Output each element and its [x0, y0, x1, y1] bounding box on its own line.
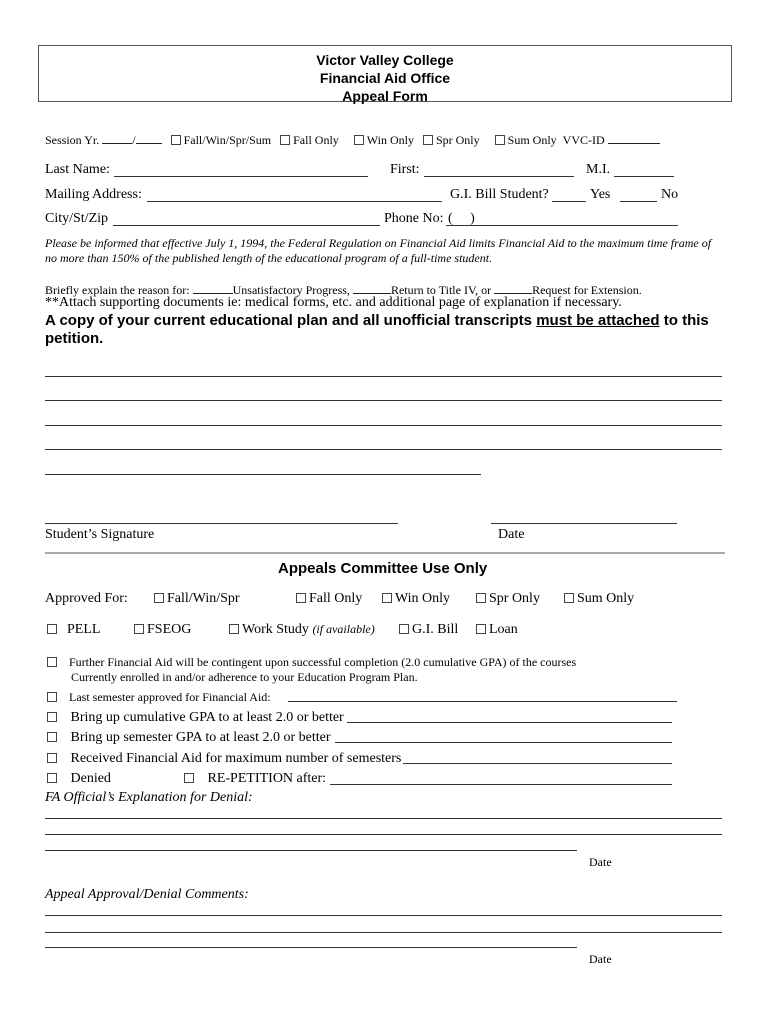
checkbox[interactable] — [134, 624, 144, 634]
session-slash: / — [132, 133, 136, 147]
approved-term-spr[interactable] — [476, 591, 540, 607]
approved-for-label: Approved For: — [45, 591, 128, 606]
first-name-field[interactable] — [424, 176, 574, 177]
cumulative-gpa-label: Bring up cumulative GPA to at least 2.0 or better — [70, 710, 344, 725]
further-aid-text-2: Currently enrolled in and/or adherence to your Education Program Plan. — [71, 670, 418, 684]
repetition-field[interactable] — [330, 784, 672, 785]
phone-label: Phone No: — [384, 211, 444, 226]
checkbox[interactable] — [382, 593, 392, 603]
explanation-line[interactable] — [45, 376, 722, 377]
committee-title: Appeals Committee Use Only — [278, 560, 488, 577]
cumulative-gpa-field[interactable] — [347, 722, 672, 723]
college-name: Victor Valley College — [316, 52, 454, 68]
aid-note: (if available) — [312, 622, 375, 636]
form-title: Appeal Form — [342, 88, 428, 104]
aid-label: PELL — [67, 622, 101, 637]
session-label: Session Yr. — [45, 133, 100, 147]
session-checkbox-all[interactable] — [171, 135, 181, 145]
copy-notice-line1 — [45, 312, 709, 329]
session-checkbox-spr[interactable] — [423, 135, 433, 145]
max-semesters-field[interactable] — [403, 763, 672, 764]
explanation-line[interactable] — [45, 474, 481, 475]
approved-term-fall-win-spr[interactable] — [154, 591, 240, 607]
checkbox[interactable] — [154, 593, 164, 603]
approved-term-sum[interactable] — [564, 591, 634, 607]
checkbox[interactable] — [476, 624, 486, 634]
session-row — [45, 131, 660, 148]
approved-term-win[interactable] — [382, 591, 450, 607]
max-semesters-option[interactable] — [47, 751, 401, 767]
phone-parens: ( ) — [448, 211, 475, 226]
office-name: Financial Aid Office — [319, 70, 451, 86]
semester-gpa-option[interactable] — [47, 730, 331, 746]
approved-term-fall[interactable] — [296, 591, 362, 607]
fa-explanation-line[interactable] — [45, 834, 722, 835]
appeal-comments-line[interactable] — [45, 932, 722, 933]
attach-note: **Attach supporting documents ie: medical forms, etc. and additional page of explanation if necessary. — [45, 295, 622, 310]
further-aid-text: Further Financial Aid will be contingent upon successful completion (2.0 cumulative GPA) of the courses — [69, 655, 577, 669]
reason-unsatisfactory-field[interactable] — [193, 281, 233, 294]
checkbox[interactable] — [399, 624, 409, 634]
appeal-comments-line[interactable] — [45, 915, 722, 916]
last-semester-field[interactable] — [288, 701, 677, 702]
copy-notice-part1: A copy of your current educational plan and all unofficial transcripts — [45, 312, 537, 329]
reason-title-iv-field[interactable] — [353, 281, 391, 294]
fa-explanation-date-label: Date — [589, 855, 612, 869]
session-option-all: Fall/Win/Spr/Sum — [183, 133, 272, 147]
fa-explanation-label: FA Official’s Explanation for Denial: — [45, 790, 253, 805]
checkbox[interactable] — [229, 624, 239, 634]
appeal-comments-label: Appeal Approval/Denial Comments: — [45, 887, 249, 902]
aid-label: Work Study — [242, 622, 309, 637]
student-signature-label: Student’s Signature — [45, 527, 155, 542]
city-field[interactable] — [113, 225, 380, 226]
semester-gpa-field[interactable] — [335, 742, 672, 743]
reason-extension-field[interactable] — [494, 281, 532, 294]
checkbox[interactable] — [47, 692, 57, 702]
student-date-label: Date — [498, 527, 525, 542]
explanation-line[interactable] — [45, 425, 722, 426]
checkbox[interactable] — [184, 773, 194, 783]
copy-notice-line2: petition. — [45, 330, 104, 347]
session-option-win: Win Only — [366, 133, 414, 147]
section-divider — [45, 552, 725, 554]
checkbox[interactable] — [564, 593, 574, 603]
aid-loan[interactable] — [476, 622, 518, 638]
max-semesters-label: Received Financial Aid for maximum number of semesters — [70, 751, 402, 766]
phone-field[interactable] — [446, 225, 678, 226]
appeal-comments-line[interactable] — [45, 947, 577, 948]
aid-label: FSEOG — [147, 622, 192, 637]
first-name-label: First: — [390, 162, 420, 177]
explanation-line[interactable] — [45, 400, 722, 401]
student-signature-field[interactable] — [45, 523, 398, 524]
denied-option[interactable] — [47, 771, 111, 787]
session-checkbox-sum[interactable] — [495, 135, 505, 145]
reason-intro: Briefly explain the reason for: — [45, 283, 190, 297]
explanation-line[interactable] — [45, 449, 722, 450]
last-name-field[interactable] — [114, 176, 368, 177]
term-label: Fall Only — [309, 591, 363, 606]
session-checkbox-fall[interactable] — [280, 135, 290, 145]
last-semester-option[interactable] — [47, 690, 271, 705]
copy-notice-part2: to this — [659, 312, 709, 329]
checkbox[interactable] — [296, 593, 306, 603]
last-semester-label: Last semester approved for Financial Aid: — [69, 690, 271, 704]
last-name-label: Last Name: — [45, 162, 110, 177]
session-checkbox-win[interactable] — [354, 135, 364, 145]
semester-gpa-label: Bring up semester GPA to at least 2.0 or better — [70, 730, 331, 745]
aid-pell[interactable] — [47, 622, 100, 638]
gi-bill-yes-label: Yes — [590, 187, 611, 202]
gi-bill-no-field[interactable] — [620, 201, 657, 202]
session-year-start-field[interactable] — [102, 131, 132, 144]
checkbox[interactable] — [47, 712, 57, 722]
session-year-end-field[interactable] — [136, 131, 162, 144]
aid-fseog[interactable] — [134, 622, 191, 638]
mi-label: M.I. — [586, 162, 611, 177]
checkbox[interactable] — [47, 657, 57, 667]
cumulative-gpa-option[interactable] — [47, 710, 344, 726]
denied-label: Denied — [70, 771, 111, 786]
term-label: Win Only — [395, 591, 451, 606]
vvc-id-field[interactable] — [608, 131, 660, 144]
repetition-option[interactable] — [184, 771, 326, 787]
gi-bill-yes-field[interactable] — [552, 201, 586, 202]
mailing-address-field[interactable] — [147, 201, 442, 202]
reason-extension-label: Request for Extension. — [532, 283, 642, 297]
checkbox[interactable] — [47, 732, 57, 742]
form-header — [38, 45, 732, 102]
aid-gi-bill[interactable] — [399, 622, 458, 638]
mi-field[interactable] — [614, 176, 674, 177]
term-label: Spr Only — [489, 591, 540, 606]
copy-notice-underlined: must be attached — [536, 312, 660, 329]
mailing-address-label: Mailing Address: — [45, 187, 142, 202]
city-label: City/St/Zip — [45, 211, 109, 226]
session-option-spr: Spr Only — [435, 133, 480, 147]
student-date-field[interactable] — [491, 523, 677, 524]
session-option-sum: Sum Only — [507, 133, 557, 147]
gi-bill-label: G.I. Bill Student? — [450, 187, 549, 202]
aid-label: Loan — [489, 622, 518, 637]
checkbox[interactable] — [47, 753, 57, 763]
reason-title-iv-label: Return to Title IV, or — [390, 283, 492, 297]
fa-explanation-line[interactable] — [45, 850, 577, 851]
federal-regulation-notice: Please be informed that effective July 1, 1994, the Federal Regulation on Financial Aid limits Financial Aid to the maximum time frame of no more than 150% of the published length of the educational program of a full-time student. — [45, 236, 712, 265]
aid-label: G.I. Bill — [412, 622, 459, 637]
checkbox[interactable] — [47, 773, 57, 783]
gi-bill-no-label: No — [661, 187, 679, 202]
further-aid-option[interactable] — [47, 655, 576, 670]
checkbox[interactable] — [47, 624, 57, 634]
checkbox[interactable] — [476, 593, 486, 603]
session-option-fall: Fall Only — [293, 133, 339, 147]
aid-work-study[interactable] — [229, 622, 375, 638]
term-label: Fall/Win/Spr — [167, 591, 240, 606]
appeal-comments-date-label: Date — [589, 952, 612, 966]
fa-explanation-line[interactable] — [45, 818, 722, 819]
vvc-id-label: VVC-ID — [562, 133, 605, 147]
term-label: Sum Only — [577, 591, 635, 606]
reason-unsatisfactory-label: Unsatisfactory Progress, — [232, 283, 350, 297]
repetition-label: RE-PETITION after: — [207, 771, 327, 786]
